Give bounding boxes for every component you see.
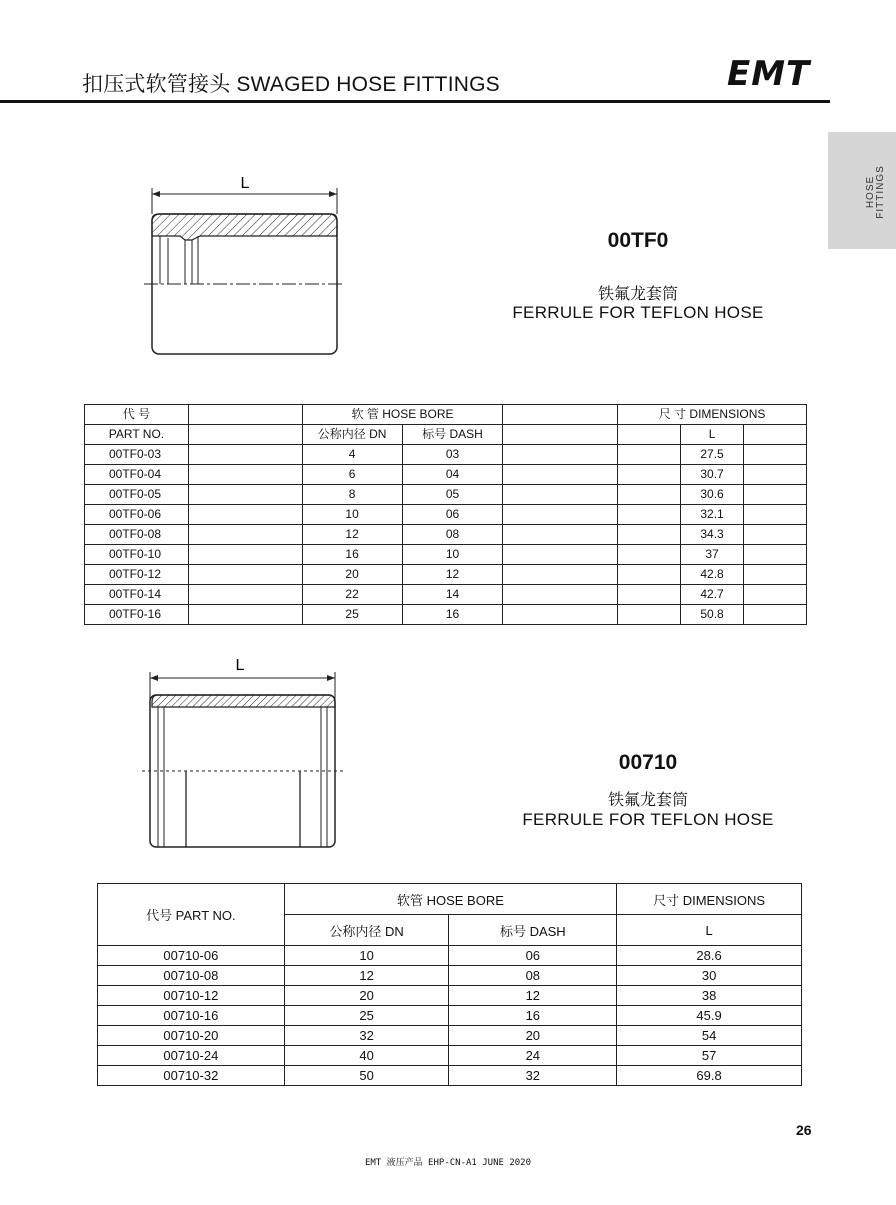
cell-part-no: 00710-32 (98, 1066, 285, 1086)
cell-dash: 06 (449, 946, 617, 966)
table-row (98, 986, 802, 1006)
cell-dn: 22 (302, 585, 402, 605)
product-name-cn-00710: 铁氟龙套筒 (607, 792, 688, 809)
table-row (98, 946, 802, 966)
cell-l: 38 (617, 986, 802, 1006)
cell-part-no: 00710-24 (98, 1046, 285, 1066)
table-header-row (98, 884, 802, 915)
cell-dn: 12 (302, 525, 402, 545)
cell-dash: 24 (449, 1046, 617, 1066)
cell-part-no: 00TF0-03 (85, 445, 189, 465)
cell-dn: 50 (284, 1066, 449, 1086)
cell-l: 27.5 (681, 445, 744, 465)
cell-l: 34.3 (681, 525, 744, 545)
table-00710-dimensions (97, 883, 802, 1086)
side-tab-line2: FITTINGS (875, 165, 886, 219)
cell-dn: 10 (284, 946, 449, 966)
cell-l: 69.8 (617, 1066, 802, 1086)
cell-part-no: 00TF0-04 (85, 465, 189, 485)
side-tab-line1: HOSE (865, 175, 876, 209)
cell-part-no: 00TF0-05 (85, 485, 189, 505)
cell-dn: 4 (302, 445, 402, 465)
cell-dn: 16 (302, 545, 402, 565)
side-tab-label (866, 165, 886, 219)
table-header-row (85, 405, 807, 425)
table-subheader-row (85, 425, 807, 445)
page-footer: EMT 液压产品 EHP-CN-A1 JUNE 2020 (364, 1158, 532, 1168)
page-number: 26 (796, 1122, 812, 1138)
cell-dn: 6 (302, 465, 402, 485)
cell-dn: 20 (302, 565, 402, 585)
col-header-dash: 标号 DASH (449, 915, 617, 946)
cell-dn: 20 (284, 986, 449, 1006)
cell-l: 42.8 (681, 565, 744, 585)
product-name-en-00710: FERRULE FOR TEFLON HOSE (522, 810, 774, 829)
cell-part-no: 00710-16 (98, 1006, 285, 1026)
cell-part-no: 00710-06 (98, 946, 285, 966)
table-row (98, 1046, 802, 1066)
col-header-hose-bore: 软 管 HOSE BORE (302, 405, 503, 425)
cell-dash: 16 (449, 1006, 617, 1026)
cell-part-no: 00710-12 (98, 986, 285, 1006)
cell-part-no: 00TF0-06 (85, 505, 189, 525)
cell-dash: 32 (449, 1066, 617, 1086)
cell-dash: 05 (402, 485, 503, 505)
dimension-l-00tf0 (152, 175, 337, 214)
table-row (85, 445, 807, 465)
cell-dn: 25 (302, 605, 402, 625)
col-header-dn: 公称内径 DN (284, 915, 449, 946)
cell-l: 30 (617, 966, 802, 986)
cell-part-no: 00TF0-10 (85, 545, 189, 565)
col-header-dimensions: 尺 寸 DIMENSIONS (618, 405, 807, 425)
table-row (85, 545, 807, 565)
col-header-hose-bore: 软管 HOSE BORE (284, 884, 616, 915)
table-row (85, 585, 807, 605)
product-name-en-00tf0: FERRULE FOR TEFLON HOSE (512, 303, 764, 322)
cell-l: 42.7 (681, 585, 744, 605)
table-00tf0-dimensions (84, 404, 807, 625)
product-name-cn-00tf0: 铁氟龙套筒 (597, 286, 678, 303)
col-header-dn: 公称内径 DN (302, 425, 402, 445)
cell-l: 54 (617, 1026, 802, 1046)
header-divider (0, 100, 830, 103)
cell-dn: 40 (284, 1046, 449, 1066)
cell-dash: 10 (402, 545, 503, 565)
cell-dn: 12 (284, 966, 449, 986)
table-row (98, 1026, 802, 1046)
cell-dash: 14 (402, 585, 503, 605)
table-row (85, 605, 807, 625)
dimension-l-label-2: L (235, 657, 245, 674)
cell-dash: 12 (402, 565, 503, 585)
table-row (98, 1006, 802, 1026)
cell-dash: 03 (402, 445, 503, 465)
col-header-code-cn: 代 号 (85, 405, 189, 425)
cell-l: 45.9 (617, 1006, 802, 1026)
cell-part-no: 00710-20 (98, 1026, 285, 1046)
col-header-part-no: PART NO. (85, 425, 189, 445)
product-code-00710: 00710 (618, 751, 678, 774)
cell-part-no: 00TF0-08 (85, 525, 189, 545)
table-row (85, 565, 807, 585)
brand-logo: EMT (727, 54, 811, 94)
product-code-00tf0: 00TF0 (607, 229, 669, 252)
table-row (98, 1066, 802, 1086)
ferrule-00tf0-drawing (140, 168, 350, 358)
cell-dash: 20 (449, 1026, 617, 1046)
cell-dash: 08 (402, 525, 503, 545)
col-header-dash: 标号 DASH (402, 425, 503, 445)
cell-dash: 08 (449, 966, 617, 986)
cell-l: 30.6 (681, 485, 744, 505)
col-header-l: L (617, 915, 802, 946)
cell-dash: 16 (402, 605, 503, 625)
cell-l: 37 (681, 545, 744, 565)
cell-dn: 32 (284, 1026, 449, 1046)
table-row (85, 525, 807, 545)
cell-dash: 12 (449, 986, 617, 1006)
cell-dn: 8 (302, 485, 402, 505)
table-row (85, 465, 807, 485)
col-header-dimensions: 尺寸 DIMENSIONS (617, 884, 802, 915)
cell-l: 50.8 (681, 605, 744, 625)
cell-l: 30.7 (681, 465, 744, 485)
cell-dash: 06 (402, 505, 503, 525)
col-header-l: L (681, 425, 744, 445)
dimension-l-label: L (240, 175, 250, 192)
col-header-part: 代号 PART NO. (98, 884, 285, 946)
cell-dash: 04 (402, 465, 503, 485)
cell-dn: 25 (284, 1006, 449, 1026)
cell-part-no: 00TF0-12 (85, 565, 189, 585)
section-side-tab (828, 132, 896, 249)
cell-part-no: 00TF0-14 (85, 585, 189, 605)
cell-l: 32.1 (681, 505, 744, 525)
cell-l: 57 (617, 1046, 802, 1066)
page-header-title: 扣压式软管接头 SWAGED HOSE FITTINGS (82, 73, 500, 96)
cell-part-no: 00TF0-16 (85, 605, 189, 625)
ferrule-00710-drawing (138, 655, 353, 855)
cell-part-no: 00710-08 (98, 966, 285, 986)
table-row (98, 966, 802, 986)
table-row (85, 505, 807, 525)
cell-l: 28.6 (617, 946, 802, 966)
cell-dn: 10 (302, 505, 402, 525)
table-row (85, 485, 807, 505)
